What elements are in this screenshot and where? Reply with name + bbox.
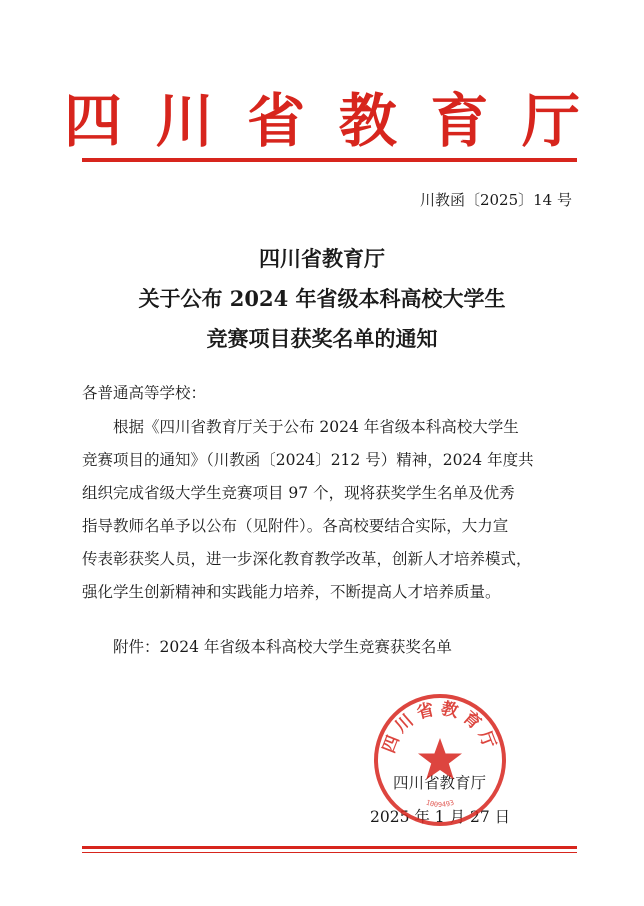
org-header-char: 育 (430, 87, 489, 155)
svg-text:1009493 (425, 799, 455, 809)
title-line-2: 关于公布 2024 年省级本科高校大学生 (138, 286, 506, 311)
body-line: 组织完成省级大学生竞赛项目 97 个，现将获奖学生名单及优秀 (82, 484, 515, 502)
title-line-1: 四川省教育厅 (259, 246, 385, 271)
org-header (60, 88, 584, 154)
signature-date: 2025 年 1 月 27 日 (370, 808, 511, 826)
body-line: 根据《四川省教育厅关于公布 2024 年省级本科高校大学生 (113, 418, 519, 436)
org-header-char: 教 (338, 87, 397, 155)
document-number: 川教函〔2025〕14 号 (419, 191, 572, 209)
seal-number: 1009493 (424, 798, 456, 809)
org-header-char: 四 (63, 87, 122, 155)
body-line: 指导教师名单予以公布（见附件）。各高校要结合实际，大力宣 (82, 517, 509, 535)
header-red-rule (82, 158, 577, 162)
org-header-char: 厅 (521, 87, 580, 155)
salutation: 各普通高等学校： (82, 384, 207, 402)
body-line: 竞赛项目的通知》（川教函〔2024〕212 号）精神，2024 年度共 (82, 451, 534, 469)
official-seal-icon (370, 690, 510, 830)
footer-red-rule (82, 846, 577, 849)
footer-red-rule-thin (82, 852, 577, 853)
body-line: 传表彰获奖人员，进一步深化教育教学改革，创新人才培养模式， (82, 550, 532, 568)
signature-org: 四川省教育厅 (393, 774, 487, 792)
org-header-char: 川 (155, 87, 214, 155)
org-header-char: 省 (247, 87, 306, 155)
seal-text: 四川省教育厅 (379, 698, 501, 756)
body-line: 强化学生创新精神和实践能力培养，不断提高人才培养质量。 (82, 583, 501, 601)
attachment-note: 附件：2024 年省级本科高校大学生竞赛获奖名单 (113, 638, 452, 656)
title-line-3: 竞赛项目获奖名单的通知 (206, 326, 438, 351)
